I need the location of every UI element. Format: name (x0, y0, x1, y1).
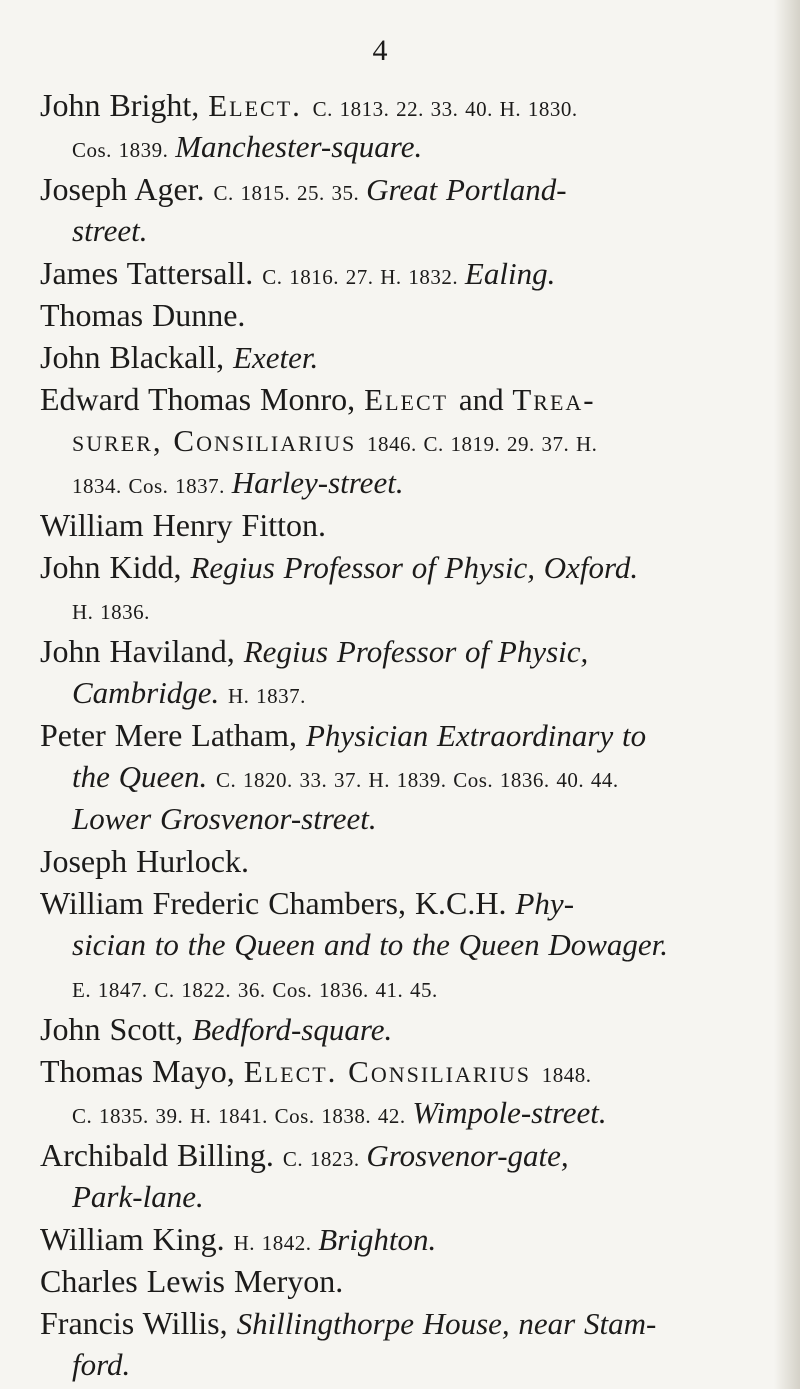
text-line (40, 798, 760, 840)
text-segment-num: H. 1837. (228, 684, 306, 708)
text-segment-num: C. 1835. 39. H. 1841. Cos. 1838. 42. (72, 1104, 413, 1128)
text-segment-it: Cambridge. (72, 675, 228, 710)
text-segment-name: Thomas Dunne. (40, 297, 246, 333)
text-segment-name: William Henry Fitton. (40, 507, 327, 543)
text-line (40, 1260, 760, 1302)
text-segment-it: ford. (72, 1347, 131, 1382)
text-segment-sc: Trea- (512, 382, 596, 417)
text-segment-it: Phy- (515, 886, 575, 921)
text-segment-it: sician to the Queen and to the Queen Dowager. (72, 927, 669, 962)
page-number: 4 (372, 34, 388, 67)
text-line (40, 168, 760, 210)
text-line (40, 1302, 760, 1344)
text-segment-num: C. 1823. (282, 1147, 367, 1171)
text-segment-sc: Elect (364, 382, 459, 417)
text-line (40, 756, 760, 798)
text-line (40, 126, 760, 168)
text-segment-name: William Frederic Chambers, K.C.H. (40, 885, 516, 921)
text-segment-it: Manchester-square. (175, 129, 423, 164)
text-segment-num: C. 1816. 27. H. 1832. (262, 265, 465, 289)
text-segment-it: street. (72, 213, 148, 248)
text-segment-plain: and (458, 382, 513, 417)
text-line (40, 420, 760, 462)
text-line (40, 504, 760, 546)
text-segment-it: Great Portland- (366, 172, 567, 207)
text-line (40, 714, 760, 756)
text-segment-name: Charles Lewis Meryon. (40, 1263, 344, 1299)
text-segment-it: Bedford-square. (192, 1012, 393, 1047)
text-segment-sc: Elect. (208, 88, 313, 123)
text-segment-name: John Kidd, (40, 549, 191, 585)
text-line (40, 84, 760, 126)
text-line (40, 840, 760, 882)
text-line (40, 882, 760, 924)
text-line (40, 1050, 760, 1092)
text-segment-name: Peter Mere Latham, (40, 717, 306, 753)
text-segment-num: 1848. (541, 1063, 592, 1087)
text-segment-it: Physician Extraordinary to (306, 718, 647, 753)
text-segment-name: Archibald Billing. (40, 1137, 283, 1173)
text-line (40, 966, 760, 1008)
text-segment-num: Cos. 1839. (72, 138, 176, 162)
fellows-list (40, 84, 760, 1386)
text-segment-it: the Queen. (72, 759, 217, 794)
text-line (40, 1218, 760, 1260)
text-line (40, 462, 760, 504)
text-segment-it: Exeter. (233, 340, 319, 375)
text-segment-num: E. 1847. C. 1822. 36. Cos. 1836. 41. 45. (72, 978, 438, 1002)
text-segment-it: Regius Professor of Physic, (243, 634, 589, 669)
text-line (40, 336, 760, 378)
text-line (40, 630, 760, 672)
text-segment-num: 1846. C. 1819. 29. 37. H. (366, 432, 598, 456)
text-line (40, 1176, 760, 1218)
text-line (40, 210, 760, 252)
text-line (40, 924, 760, 966)
text-line (40, 378, 760, 420)
text-segment-it: Ealing. (464, 256, 556, 291)
text-line (40, 1092, 760, 1134)
text-segment-it: Park-lane. (72, 1179, 204, 1214)
text-segment-name: Joseph Hurlock. (40, 843, 249, 879)
text-segment-name: Francis Willis, (40, 1305, 237, 1341)
text-segment-num: H. 1836. (72, 600, 150, 624)
text-segment-name: William King. (40, 1221, 234, 1257)
text-segment-it: Wimpole-street. (412, 1095, 607, 1130)
text-segment-sc: Elect. Consiliarius (243, 1054, 542, 1089)
text-line (40, 546, 760, 588)
text-line (40, 672, 760, 714)
text-line (40, 252, 760, 294)
text-segment-sc: surer, Consiliarius (72, 423, 367, 458)
text-segment-num: C. 1815. 25. 35. (213, 181, 367, 205)
text-segment-num: 1834. Cos. 1837. (72, 474, 232, 498)
text-segment-name: John Bright, (40, 87, 209, 123)
text-segment-name: James Tattersall. (40, 255, 263, 291)
text-segment-name: John Haviland, (40, 633, 244, 669)
text-segment-it: Brighton. (318, 1222, 437, 1257)
text-segment-num: C. 1813. 22. 33. 40. H. 1830. (312, 97, 578, 121)
text-segment-name: Edward Thomas Monro, (40, 381, 365, 417)
text-segment-it: Regius Professor of Physic, Oxford. (190, 550, 639, 585)
text-segment-it: Grosvenor-gate, (366, 1138, 569, 1173)
page-edge-shadow (774, 0, 800, 1389)
text-segment-name: Thomas Mayo, (40, 1053, 244, 1089)
text-segment-name: Joseph Ager. (40, 171, 214, 207)
text-segment-name: John Scott, (40, 1011, 193, 1047)
text-line (40, 1344, 760, 1386)
text-line (40, 1008, 760, 1050)
text-segment-num: H. 1842. (233, 1231, 319, 1255)
text-segment-it: Lower Grosvenor-street. (72, 801, 377, 836)
text-line (40, 1134, 760, 1176)
text-segment-num: C. 1820. 33. 37. H. 1839. Cos. 1836. 40. 44. (216, 768, 619, 792)
text-line (40, 294, 760, 336)
text-line (40, 588, 760, 630)
text-segment-it: Harley-street. (231, 465, 404, 500)
text-segment-name: John Blackall, (40, 339, 234, 375)
text-segment-it: Shillingthorpe House, near Stam- (236, 1306, 657, 1341)
